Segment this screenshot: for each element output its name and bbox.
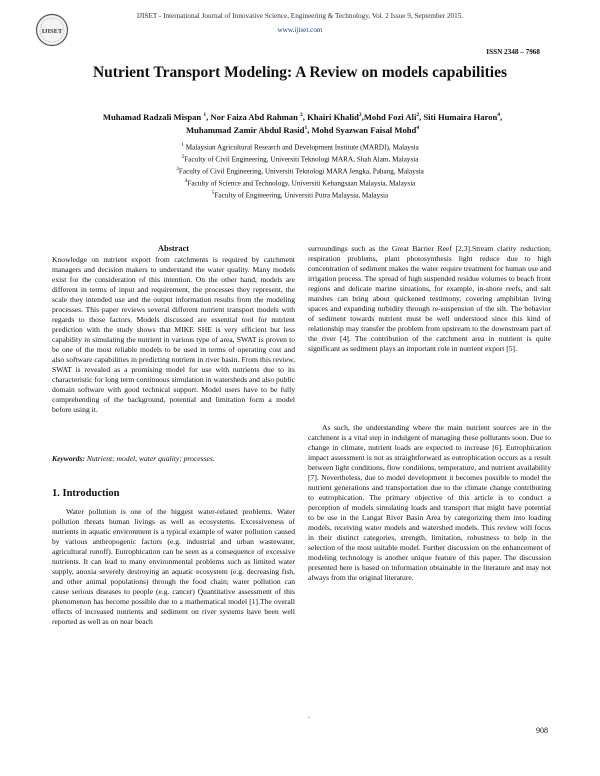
author-sup: 2 <box>416 112 420 118</box>
affiliation <box>0 189 600 201</box>
affiliation-sup: 4 <box>184 177 188 184</box>
author-name: Khairi Khalid <box>307 111 359 122</box>
affiliation-text: Faculty of Science and Technology, Universiti Kebangsaan Malaysia, Malaysia <box>187 179 416 188</box>
page-number: 908 <box>536 726 548 735</box>
abstract-body <box>52 255 295 415</box>
abstract-text: Knowledge on nutrient export from catchments is required by catchment managers and decision makers to understand the water quality. Many models exist for the consideration of this intention. On the other hand, models are different in terms of input and requirement, the processes they represent, the scale they intended use and the output information results from the modeling processes. This paper reviews several different nutrient transport models with regards to those factors. Models discussed are essential tool for nutrient prediction with the study shows that MIKE SHE is very efficient but less capability in simulating the nutrient in various type of area, SWAT is proven to be one of the most reliable models to be used in terms of operating cost and also software capabilities in predicting nutrient in river basin. From this review, SWAT is revealed as a promising model for use with nutrients due to its characteristic for long term continuous simulation in watersheds and also public domain software with good technical support. Model users have to be fully comprehending of the background, potential and limitation form a model before using it. <box>52 255 295 414</box>
journal-header: IJISET - International Journal of Innovative Science, Engineering & Technology, Vol. 2 Issue 9, September 2015. <box>136 12 464 20</box>
author-name: Siti Humaira Haron <box>423 111 498 122</box>
affiliation-text: Faculty of Civil Engineering, Universiti Teknologi MARA, Shah Alam, Malaysia <box>184 155 419 164</box>
affiliation-text: Faculty of Civil Engineering, Universiti Teknologi MARA Jengka, Pahang, Malaysia <box>178 167 424 176</box>
introduction-paragraph: Water pollution is one of the biggest water-related problems. Water pollution threats human livings as well as ecosystems. Excessiveness of nutrients in aquatic environment is a typical example of water pollution caused by various anthropogenic factors (e.g. industrial and urban wastewater, agricultural runoff). Eutrophication can be seen as a consequence of excessive nutrients. It can lead to many environmental problems such as limited water supply, anoxia severely destroying an aquatic ecosystem (e.g. decreasing fish, and other animal populations) through the food chain; water pollution can cause serious diseases to people (e.g. cancer) Quantitative assessment of this phenomenon has become possible due to a mathematical model [1].The overall effects of increased nutrients and sediment on river systems have been well reported as well as on near beach <box>52 507 295 626</box>
abstract-heading: Abstract <box>157 244 190 253</box>
right-column-continuation <box>308 244 551 354</box>
affiliation-sup: 5 <box>211 189 215 196</box>
affiliation-list <box>0 141 600 201</box>
affiliation <box>0 165 600 177</box>
journal-url-link[interactable]: www.ijiset.com <box>277 26 323 34</box>
author-sup: 4 <box>416 124 420 131</box>
author-sup: 1 <box>304 124 308 131</box>
affiliation-sup: 2 <box>181 153 185 160</box>
author-list: Muhamad Radzali Mispan $^1$, Nor Faiza Abd Rahman $^2$, Khairi Khalid$^3$,Mohd Fozi Ali$^2$, Siti Humaira Haron$^4$, Muhammad Zamir Abdul Rasid$^1$, Mohd Syazwan Faisal Mohd$^4$ <box>102 111 503 135</box>
affiliation-sup: 1 <box>181 142 184 148</box>
right-column-paragraph2 <box>308 423 551 583</box>
paper-title: Nutrient Transport Modeling: A Review on models capabilities <box>92 64 508 81</box>
author-sup: 2 <box>300 112 303 118</box>
author-name: Muhamad Radzali Mispan <box>102 111 202 122</box>
issn-label: ISSN 2348 – 7968 <box>486 48 540 56</box>
author-name: Mohd Syazwan Faisal Mohd <box>311 124 417 135</box>
affiliation-text: Malaysian Agricultural Research and Development Institute (MARDI), Malaysia <box>185 143 419 152</box>
section-heading-introduction: 1. Introduction <box>52 488 120 499</box>
author-sup: 1 <box>203 112 207 118</box>
author-name: Nor Faiza Abd Rahman <box>210 111 298 122</box>
logo-text: IJISET <box>41 28 63 35</box>
affiliation-sup: 3 <box>176 165 179 172</box>
introduction-body <box>52 507 295 627</box>
affiliation <box>0 177 600 189</box>
keywords-line <box>52 454 295 463</box>
affiliation-text: Faculty of Engineering, Universiti Putra Malaysia, Malaysia <box>214 191 389 200</box>
author-sup: 4 <box>497 112 500 118</box>
continuation-paragraph: surroundings such as the Great Barrier Reef [2,3].Stream clarity reduction; respiration problems, plant photosynthesis light reduce due to high concentration of sediment makes the water require treatment for human use and irrigation process. The spread of high suspended residue volumes to beach front regions and delicate marine situations, for example, in-shore reefs, and salt marshes can bring about quickened testimony, covering amphibian living spaces and expanding turbidity through re-suspension of the silt. The behavior of sediment towards nutrient must be well understood since this kind of relationship may transfer the problem from upstream to the downstream part of the river [4]. The contribution of the catchment area in nutrient is quite significant as sediment plays an important role in nutrient export [5]. <box>308 244 551 353</box>
keywords-label: Keywords: <box>52 454 85 463</box>
author-name: Muhammad Zamir Abdul Rasid <box>185 124 305 135</box>
trailing-dot: . <box>308 712 310 720</box>
affiliation <box>0 141 600 153</box>
affiliation <box>0 153 600 165</box>
author-name: Mohd Fozi Ali <box>363 111 417 122</box>
keywords-text: Nutrient; model, water quality; processes. <box>86 454 215 463</box>
body-paragraph: As such, the understanding where the main nutrient sources are in the catchment is a vital step in indulgent of managing these pollutants soon. Due to change in climate, nutrient loads are expected to increase [6]. Eutrophication impact assessment is not as straightforward as eutrophication occurs as a result between light conditions, flow conditions, temperature, and nutrient availability [7]. Nevertheless, due to model development it becomes possible to model the nutrient generations and transportation due to the climate change contributing to eutrophication. The primary objective of this article is to conduct a perception of models simulating loads and transport that might have potential to be use in the Langat River Basin Area by categorizing them into loading models, receiving water models and watershed models. This review will focus in their distinct categories, strength, limitation, robustness to help in the selection of the most suitable model. Further discussion on the enhancement of modeling technology is another unique feature of this paper. The discussion presented here is based on information obtainable in the literature and may not always from the original literature. <box>308 423 551 582</box>
author-sup: 3 <box>358 112 362 118</box>
